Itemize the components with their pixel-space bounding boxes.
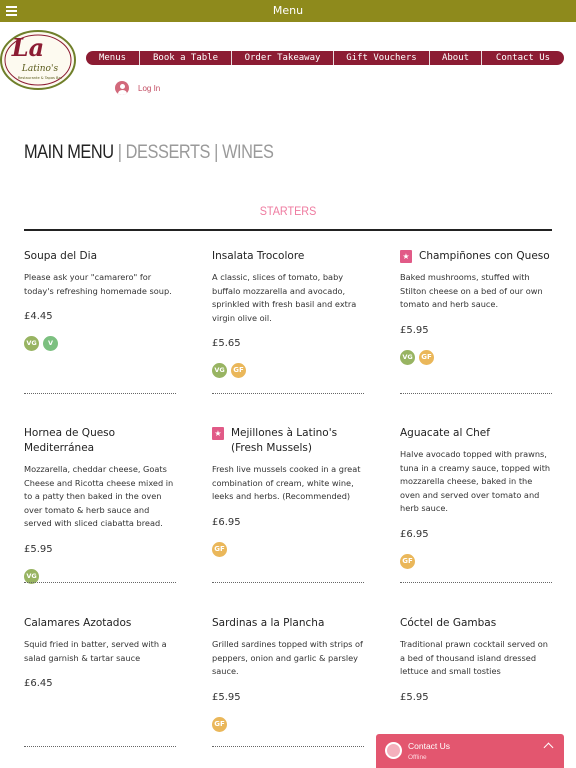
menu-item-price: £5.95 bbox=[24, 543, 53, 555]
menu-item-description: Please ask your "camarero" for today's refreshing homemade soup. bbox=[24, 272, 172, 296]
menu-item-price: £4.45 bbox=[24, 311, 53, 322]
menu-item bbox=[400, 426, 552, 569]
menu-item-name: Soupa del Dia bbox=[24, 250, 97, 262]
item-divider bbox=[212, 746, 364, 747]
menu-item bbox=[24, 249, 176, 351]
tab-desserts[interactable]: DESSERTS bbox=[125, 142, 211, 163]
menu-item bbox=[212, 426, 364, 557]
menu-item-price: £5.95 bbox=[212, 691, 241, 703]
menu-item-name: Hornea de Queso Mediterránea bbox=[24, 427, 116, 454]
vegetarian-icon: V bbox=[43, 336, 58, 351]
vegan-icon: VG bbox=[24, 569, 39, 584]
menu-item-price: £6.45 bbox=[24, 678, 53, 689]
menu-item-name: Calamares Azotados bbox=[24, 617, 132, 629]
star-icon: ★ bbox=[400, 250, 412, 263]
tab-main-menu[interactable]: MAIN MENU bbox=[24, 142, 114, 163]
tab-wines[interactable]: WINES bbox=[222, 142, 274, 163]
gluten-free-icon: GF bbox=[400, 554, 415, 569]
nav-order-takeaway[interactable]: Order Takeaway bbox=[232, 51, 334, 65]
menu-item-description: A classic, slices of tomato, baby buffalo mozzarella and avocado, sprinkled with fresh basil and extra virgin olive oil. bbox=[212, 272, 357, 323]
login-label: Log In bbox=[138, 83, 161, 93]
menu-item-price: £5.95 bbox=[400, 324, 429, 336]
menu-item bbox=[24, 426, 176, 584]
menu-item-price: £5.65 bbox=[212, 338, 241, 349]
tab-separator: | bbox=[117, 142, 122, 163]
item-divider bbox=[24, 393, 176, 394]
chat-avatar-icon bbox=[385, 742, 402, 759]
item-divider bbox=[400, 393, 552, 394]
menu-item-description: Fresh live mussels cooked in a great combination of cream, white wine, leeks and herbs. (Recommended) bbox=[212, 464, 361, 501]
menu-item bbox=[212, 616, 364, 732]
menu-item-name: Insalata Trocolore bbox=[212, 250, 305, 262]
nav-menus[interactable]: Menus bbox=[86, 51, 140, 65]
menu-item-description: Mozzarella, cheddar cheese, Goats Cheese and Ricotta cheese mixed in to a patty then baked in the oven over tomato & herb sauce and served with sliced ciabatta bread. bbox=[24, 464, 174, 528]
menu-item-name: Champiñones con Queso bbox=[419, 250, 550, 262]
vegan-icon: VG bbox=[24, 336, 39, 351]
menu-item-description: Halve avocado topped with prawns, tuna in a creamy sauce, topped with mozzarella cheese, baked in the oven and served over tomato and herb sauce. bbox=[400, 449, 551, 513]
user-avatar-icon bbox=[115, 81, 129, 95]
nav-gift-vouchers[interactable]: Gift Vouchers bbox=[334, 51, 430, 65]
section-divider bbox=[24, 229, 552, 231]
star-icon: ★ bbox=[212, 427, 224, 440]
section-title: STARTERS bbox=[259, 204, 317, 218]
menu-item bbox=[24, 616, 176, 689]
menu-item-description: Squid fried in batter, served with a salad garnish & tartar sauce bbox=[24, 639, 167, 663]
menu-item-price: £6.95 bbox=[212, 516, 241, 528]
item-divider bbox=[212, 393, 364, 394]
logo-wordmark: Latino's bbox=[21, 64, 59, 74]
main-navigation bbox=[86, 51, 564, 65]
item-divider bbox=[212, 582, 364, 583]
logo-tagline: Restaurante & Tapas Bar bbox=[17, 76, 63, 80]
menu-item-name: Cóctel de Gambas bbox=[400, 617, 497, 629]
chevron-up-icon[interactable] bbox=[544, 743, 554, 753]
menu-item-name: Mejillones à Latino's (Fresh Mussels) bbox=[231, 427, 338, 454]
login-button[interactable] bbox=[115, 80, 160, 96]
nav-about[interactable]: About bbox=[430, 51, 482, 65]
contact-us-widget[interactable] bbox=[376, 734, 564, 768]
gluten-free-icon: GF bbox=[212, 542, 227, 557]
nav-book-a-table[interactable]: Book a Table bbox=[140, 51, 232, 65]
menu-item-name: Aguacate al Chef bbox=[400, 427, 490, 439]
contact-widget-status: Offline bbox=[408, 754, 427, 761]
menu-item-description: Grilled sardines topped with strips of peppers, onion and garlic & parsley sauce. bbox=[212, 639, 363, 676]
gluten-free-icon: GF bbox=[419, 350, 434, 365]
top-bar bbox=[0, 0, 576, 22]
logo-mark: La bbox=[11, 33, 45, 62]
menu-item-description: Traditional prawn cocktail served on a bed of thousand island dressed lettuce and small tosties bbox=[400, 639, 548, 676]
contact-widget-title: Contact Us bbox=[408, 741, 451, 751]
menu-tabs bbox=[24, 142, 273, 164]
vegan-icon: VG bbox=[212, 363, 227, 378]
menu-item bbox=[400, 616, 552, 703]
item-divider bbox=[24, 746, 176, 747]
menu-item bbox=[400, 249, 552, 365]
menu-item-price: £5.95 bbox=[400, 691, 429, 703]
item-divider bbox=[24, 582, 176, 583]
menu-item-price: £6.95 bbox=[400, 528, 429, 540]
menu-item-description: Baked mushrooms, stuffed with Stilton cheese on a bed of our own tomato and herb sauce. bbox=[400, 272, 543, 309]
top-bar-title: Menu bbox=[272, 4, 304, 17]
restaurant-logo[interactable] bbox=[0, 28, 78, 92]
menu-item bbox=[212, 249, 364, 378]
menu-item-name: Sardinas a la Plancha bbox=[212, 617, 325, 629]
gluten-free-icon: GF bbox=[231, 363, 246, 378]
nav-contact-us[interactable]: Contact Us bbox=[495, 53, 551, 63]
tab-separator: | bbox=[214, 142, 218, 163]
vegan-icon: VG bbox=[400, 350, 415, 365]
gluten-free-icon: GF bbox=[212, 717, 227, 732]
item-divider bbox=[400, 582, 552, 583]
